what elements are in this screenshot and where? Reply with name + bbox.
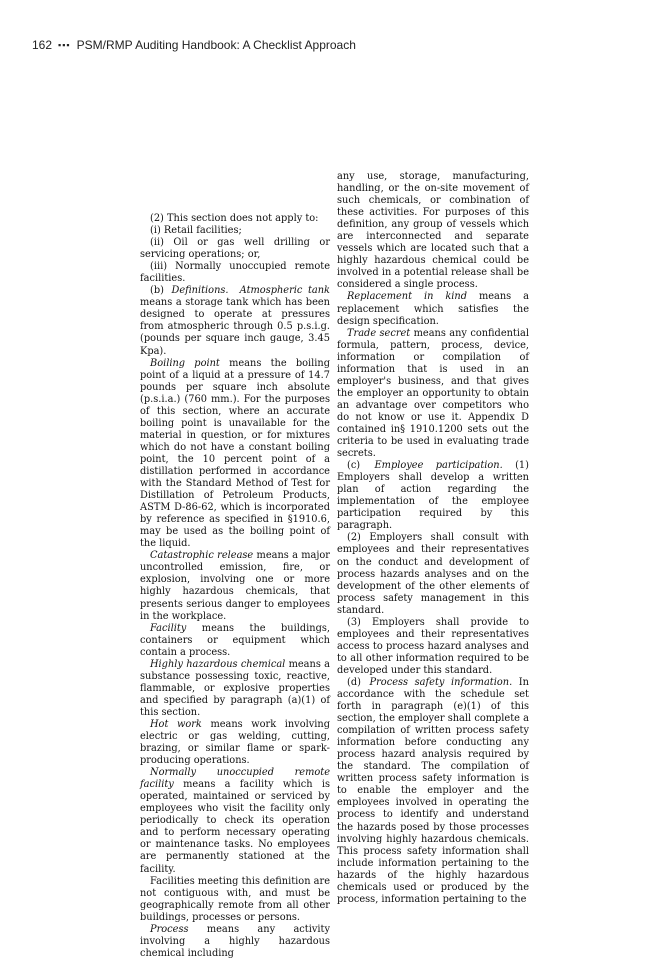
definition-paragraph: Facility means the buildings, containers or equipment which contain a process. xyxy=(140,622,330,658)
section-paragraph: (c) Employee participation. (1) Employers shall develop a written plan of action regarding the implementation of the employee participation required by this paragraph. xyxy=(337,460,529,532)
definitions-paragraph: (b) Definitions. Atmospheric tank means a storage tank which has been designed to operate at pressures from atmospheric through 0.5 p.s.i.g. (pounds per square inch gauge, 3.45 Kpa). xyxy=(140,285,330,357)
section-paragraph: (d) Process safety information. In accordance with the schedule set forth in paragraph (e)(1) of this section, the employer shall complete a compilation of written process safety information before conducting any process hazard analysis required by the standard. The compilation of written process safety information is to enable the employer and the employees involved in operating the process to identify and understand the hazards posed by those processes involving highly hazardous chemicals. This process safety information shall include information pertaining to the hazards of the highly hazardous chemicals used or produced by the process, information pertaining to the xyxy=(337,676,529,905)
paragraph: (3) Employers shall provide to employees and their representatives access to process hazard analyses and to all other information required to be developed under this standard. xyxy=(337,616,529,676)
definition-paragraph: Highly hazardous chemical means a substance possessing toxic, reactive, flammable, or explosive properties and specified by paragraph (a)(1) of this section. xyxy=(140,658,330,718)
definition-paragraph: Catastrophic release means a major uncontrolled emission, fire, or explosion, involving one or more highly hazardous chemicals, that presents serious danger to employees in the workplace. xyxy=(140,550,330,622)
paragraph: (iii) Normally unoccupied remote facilities. xyxy=(140,261,330,285)
paragraph: (2) Employers shall consult with employees and their representatives on the conduct and development of process hazards analyses and on the development of the other elements of process safety management in this standard. xyxy=(337,532,529,616)
right-column xyxy=(337,171,529,906)
definition-paragraph: Replacement in kind means a replacement which satisfies the design specification. xyxy=(337,291,529,327)
paragraph: (ii) Oil or gas well drilling or servicing operations; or, xyxy=(140,237,330,261)
left-column xyxy=(140,213,330,960)
paragraph: (i) Retail facilities; xyxy=(150,225,242,237)
definition-paragraph: Trade secret means any confidential formula, pattern, process, device, information or compilation of information that is used in an employer's business, and that gives the employer an opportunity to obtain an advantage over competitors who do not know or use it. Appendix D contained in§ 1910.1200 sets out the criteria to be used in evaluating trade secrets. xyxy=(337,327,529,460)
page-number: 162 xyxy=(32,38,53,52)
separator-dots: ▪▪▪ xyxy=(58,40,71,50)
definition-paragraph: Hot work means work involving electric or gas welding, cutting, brazing, or similar flame or spark-producing operations. xyxy=(140,718,330,767)
definition-paragraph: Process means any activity involving a highly hazardous chemical including xyxy=(140,923,330,959)
paragraph: Facilities meeting this definition are not contiguous with, and must be geographically remote from all other buildings, processes or persons. xyxy=(140,875,330,923)
paragraph: any use, storage, manufacturing, handling, or the on-site movement of such chemicals, or combination of these activities. For purposes of this definition, any group of vessels which are interconnected and separate vessels which are located such that a highly hazardous chemical could be involved in a potential release shall be considered a single process. xyxy=(337,171,529,291)
running-header xyxy=(32,38,592,52)
paragraph: (2) This section does not apply to: xyxy=(150,213,319,224)
book-title: PSM/RMP Auditing Handbook: A Checklist Approach xyxy=(76,38,356,52)
definition-paragraph: Normally unoccupied remote facility means a facility which is operated, maintained or serviced by employees who visit the facility only periodically to check its operation and to perform necessary operating or maintenance tasks. No employees are permanently stationed at the facility. xyxy=(140,767,330,875)
definition-paragraph: Boiling point means the boiling point of a liquid at a pressure of 14.7 pounds per square inch absolute (p.s.i.a.) (760 mm.). For the purposes of this section, where an accurate boiling point is unavailable for the material in question, or for mixtures which do not have a constant boiling point, the 10 percent point of a distillation performed in accordance with the Standard Method of Test for Distillation of Petroleum Products, ASTM D-86-62, which is incorporated by reference as specified in §1910.6, may be used as the boiling point of the liquid. xyxy=(140,357,330,550)
